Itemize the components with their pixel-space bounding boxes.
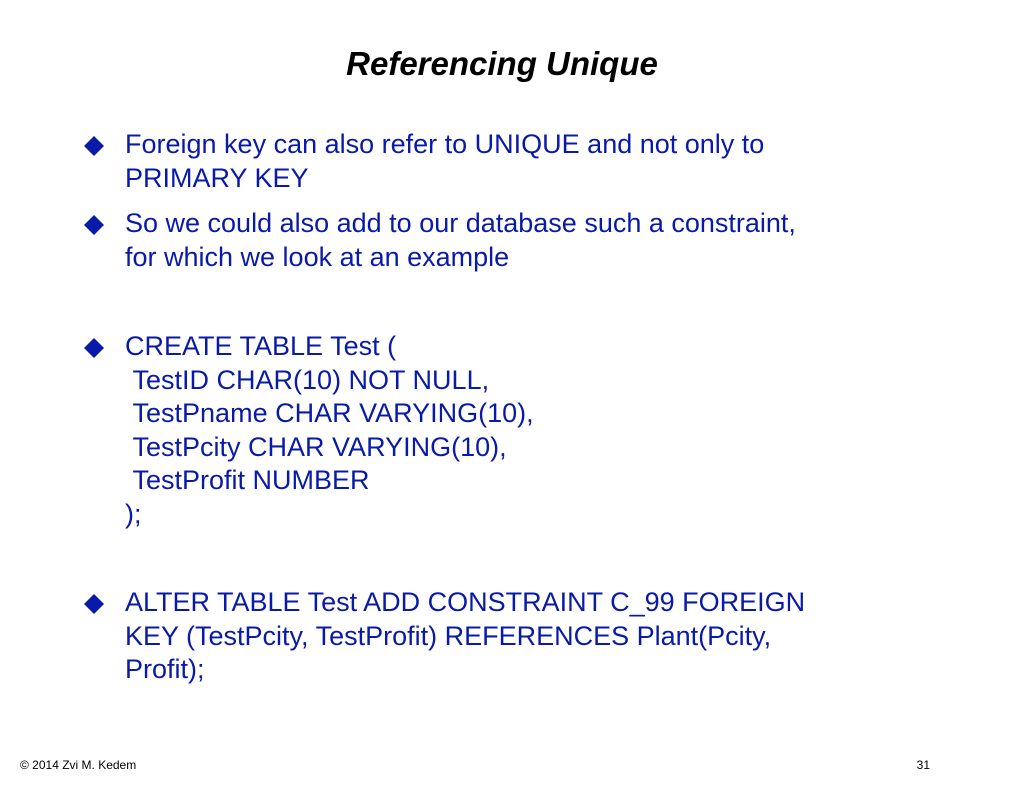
bullet-item [84, 586, 944, 691]
bullet-text: Foreign key can also refer to UNIQUE and not only to PRIMARY KEY [125, 129, 765, 193]
diamond-icon [84, 338, 104, 358]
diamond-icon [84, 136, 104, 156]
bullet-text: So we could also add to our database such a constraint, for which we look at an example [125, 208, 796, 272]
footer-copyright: © 2014 Zvi M. Kedem [20, 758, 137, 772]
bullet-item [84, 207, 944, 277]
bullet-text-alter-table: ALTER TABLE Test ADD CONSTRAINT C_99 FOREIGN KEY (TestPcity, TestProfit) REFERENCES Plant(Pcity, Profit); [125, 587, 806, 684]
slide-title: Referencing Unique [346, 45, 658, 82]
bullet-item [84, 330, 944, 540]
footer-page-number: 31 [916, 758, 930, 772]
diamond-icon [84, 594, 104, 614]
bullet-item [84, 128, 944, 198]
diamond-icon [84, 215, 104, 235]
bullet-text-create-table: CREATE TABLE Test ( TestID CHAR(10) NOT NULL, TestPname CHAR VARYING(10), TestPcity CHAR VARYING(10), TestProfit NUMBER ); [125, 331, 534, 529]
